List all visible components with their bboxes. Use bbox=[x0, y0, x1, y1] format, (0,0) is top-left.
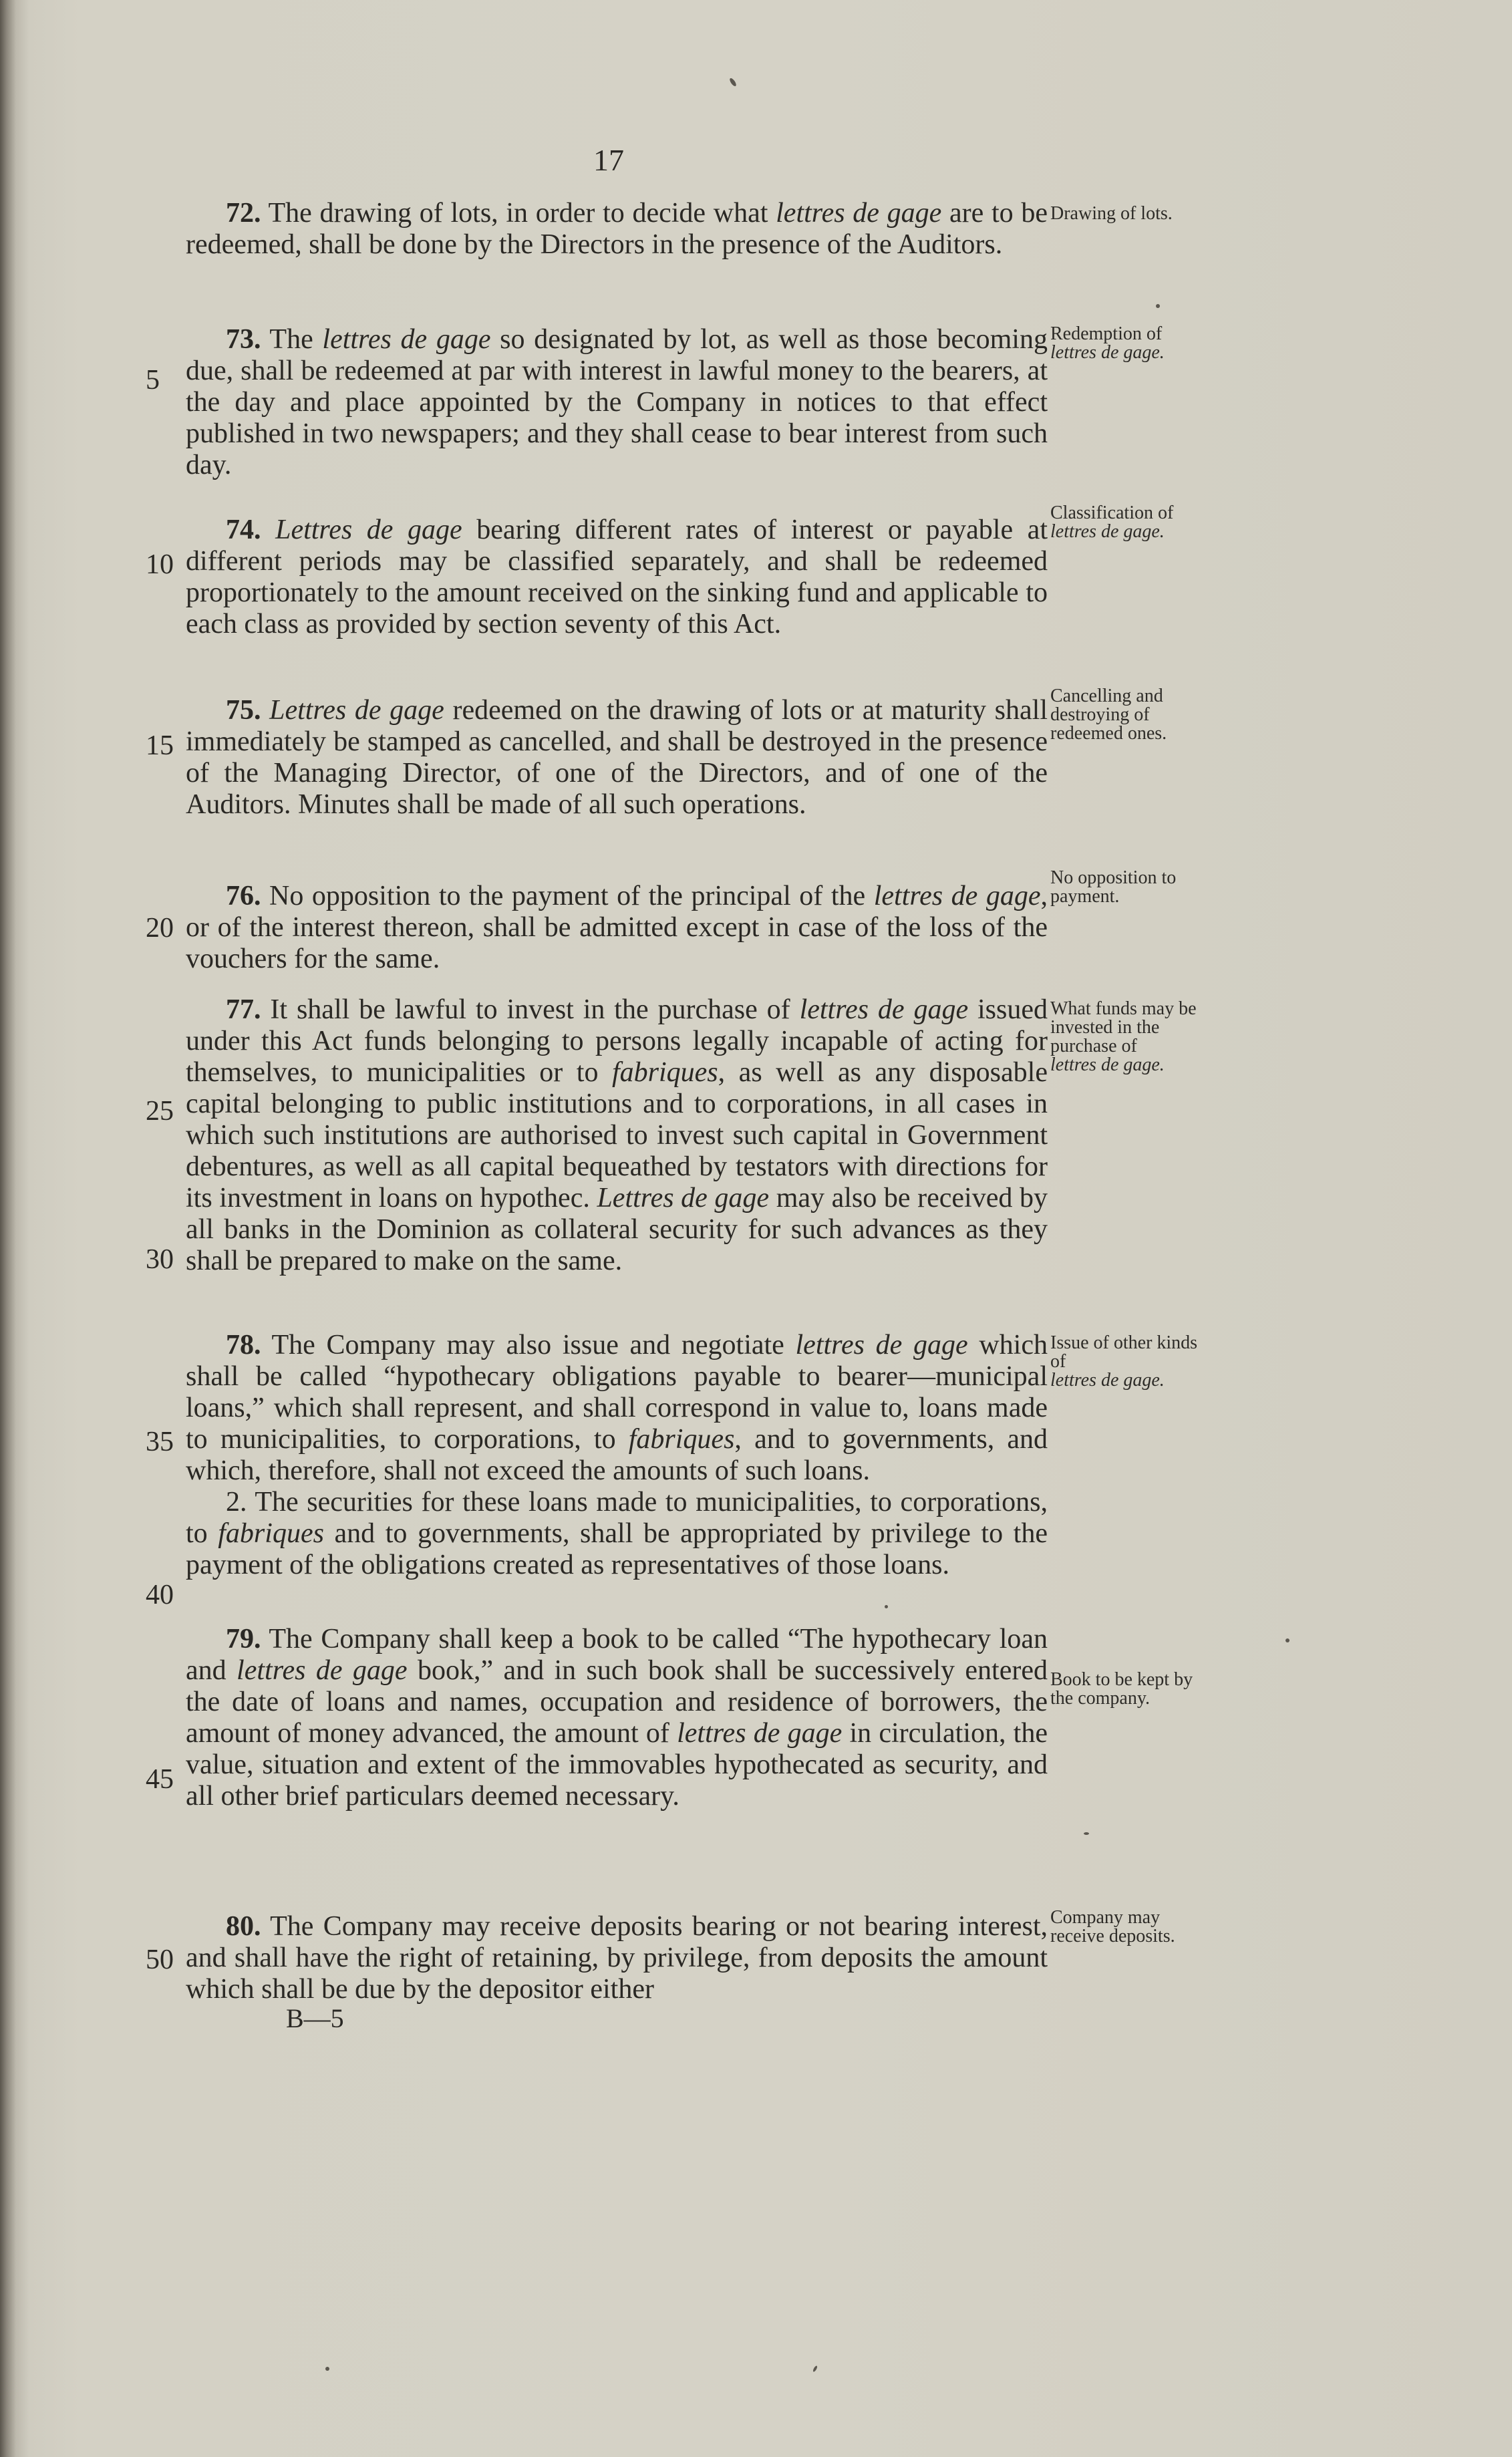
line-number: 30 bbox=[146, 1244, 174, 1275]
section-80-text: 80. The Company may receive deposits bearing or not bearing interest, and shall have the right of retaining, by privilege, from deposits the amount which shall be due by the depositor either bbox=[186, 1911, 1048, 2005]
speck-mark bbox=[812, 2365, 818, 2373]
line-number: 50 bbox=[146, 1944, 174, 1975]
section-77 bbox=[186, 994, 1048, 1277]
line-number: 20 bbox=[146, 913, 174, 944]
margin-note-74: Classification of lettres de gage. bbox=[1050, 502, 1174, 542]
section-77-text: 77. It shall be lawful to invest in the purchase of lettres de gage issued under this Act funds belonging to persons legally incapable of acting for themselves, to municipalities or to fabriques, as well as any disposable capital belonging to public institutions and to corporations, in all cases in which such institutions are authorised to invest such capital in Government debentures, as well as all capital bequeathed by testators with directions for its investment in loans on hypothec. Lettres de gage may also be received by all banks in the Dominion as collateral security for such advances as they shall be prepared to make on the same. bbox=[186, 994, 1048, 1276]
margin-note-77: What funds may be invested in the purchase of lettres de gage. bbox=[1050, 998, 1197, 1075]
section-number: 80. bbox=[226, 1911, 261, 1942]
section-72-text: 72. The drawing of lots, in order to decide what lettres de gage are to be redeemed, shall be done by the Directors in the presence of the Auditors. bbox=[186, 198, 1048, 260]
margin-note-79: Book to be kept by the company. bbox=[1050, 1669, 1193, 1709]
page-number: 17 bbox=[593, 143, 624, 177]
line-number: 15 bbox=[146, 730, 174, 761]
section-78-text: 78. The Company may also issue and negotiate lettres de gage which shall be called “hypothecary obligations payable to bearer—municipal loans,” which shall represent, and shall correspond in value to, loans made to municipalities, to corporations, to fabriques, and to governments, and which, therefore, shall not exceed the amounts of such loans. bbox=[186, 1330, 1048, 1486]
section-number: 75. bbox=[226, 695, 261, 726]
line-number: 45 bbox=[146, 1764, 174, 1795]
section-75 bbox=[186, 695, 1048, 821]
speck-mark bbox=[1084, 1832, 1089, 1835]
speck-mark bbox=[729, 78, 738, 88]
section-74-text: 74. Lettres de gage bearing different rates of interest or payable at different periods may be classified separately, and shall be redeemed proportionately to the amount received on the sinking fund and applicable to each class as provided by section seventy of this Act. bbox=[186, 515, 1048, 639]
section-number: 72. bbox=[226, 198, 261, 229]
section-78-subsection-2: 2. The securities for these loans made to municipalities, to corporations, to fabriques and to governments, shall be appropriated by privilege to the payment of the obligations created as representatives of those loans. bbox=[186, 1487, 1048, 1580]
section-73-text: 73. The lettres de gage so designated by lot, as well as those becoming due, shall be redeemed at par with interest in lawful money to the bearers, at the day and place appointed by the Company in notices to that effect published in two newspapers; and they shall cease to bear interest from such day. bbox=[186, 324, 1048, 480]
margin-note-75: Cancelling and destroying of redeemed ones. bbox=[1050, 686, 1167, 744]
section-76-text: 76. No opposition to the payment of the principal of the lettres de gage, or of the interest thereon, shall be admitted except in case of the loss of the vouchers for the same. bbox=[186, 881, 1048, 974]
speck-mark bbox=[1286, 1638, 1290, 1642]
speck-mark bbox=[325, 2367, 329, 2371]
line-number: 10 bbox=[146, 549, 174, 580]
line-number: 35 bbox=[146, 1427, 174, 1457]
footer-signature: B—5 bbox=[286, 2003, 344, 2033]
margin-note-72: Drawing of lots. bbox=[1050, 203, 1173, 224]
section-78 bbox=[186, 1330, 1048, 1581]
section-number: 77. bbox=[226, 994, 261, 1025]
line-number: 5 bbox=[146, 365, 160, 396]
section-72 bbox=[186, 198, 1048, 261]
section-number: 79. bbox=[226, 1624, 261, 1654]
section-75-text: 75. Lettres de gage redeemed on the drawing of lots or at maturity shall immediately be stamped as cancelled, and shall be destroyed in the presence of the Managing Director, of one of the Directors, and of one of the Auditors. Minutes shall be made of all such operations. bbox=[186, 695, 1048, 820]
line-number: 25 bbox=[146, 1096, 174, 1127]
line-number: 40 bbox=[146, 1580, 174, 1610]
section-79-text: 79. The Company shall keep a book to be called “The hypothecary loan and lettres de gage book,” and in such book shall be successively entered the date of loans and names, occupation and residence of borrowers, the amount of money advanced, the amount of lettres de gage in circulation, the value, situation and extent of the immovables hypothecated as security, and all other brief particulars deemed necessary. bbox=[186, 1624, 1048, 1812]
margin-note-78: Issue of other kinds of lettres de gage. bbox=[1050, 1332, 1198, 1391]
margin-note-76: No opposition to payment. bbox=[1050, 867, 1177, 907]
margin-note-73: Redemption of lettres de gage. bbox=[1050, 323, 1165, 363]
section-number: 73. bbox=[226, 324, 261, 355]
speck-mark bbox=[885, 1605, 888, 1608]
section-number: 74. bbox=[226, 515, 261, 545]
speck-mark bbox=[1156, 304, 1160, 308]
section-79 bbox=[186, 1624, 1048, 1812]
section-73 bbox=[186, 324, 1048, 481]
section-76 bbox=[186, 881, 1048, 975]
section-number: 76. bbox=[226, 881, 261, 911]
section-80 bbox=[186, 1911, 1048, 2005]
section-number: 78. bbox=[226, 1330, 261, 1360]
margin-note-80: Company may receive deposits. bbox=[1050, 1907, 1175, 1946]
section-74 bbox=[186, 515, 1048, 640]
